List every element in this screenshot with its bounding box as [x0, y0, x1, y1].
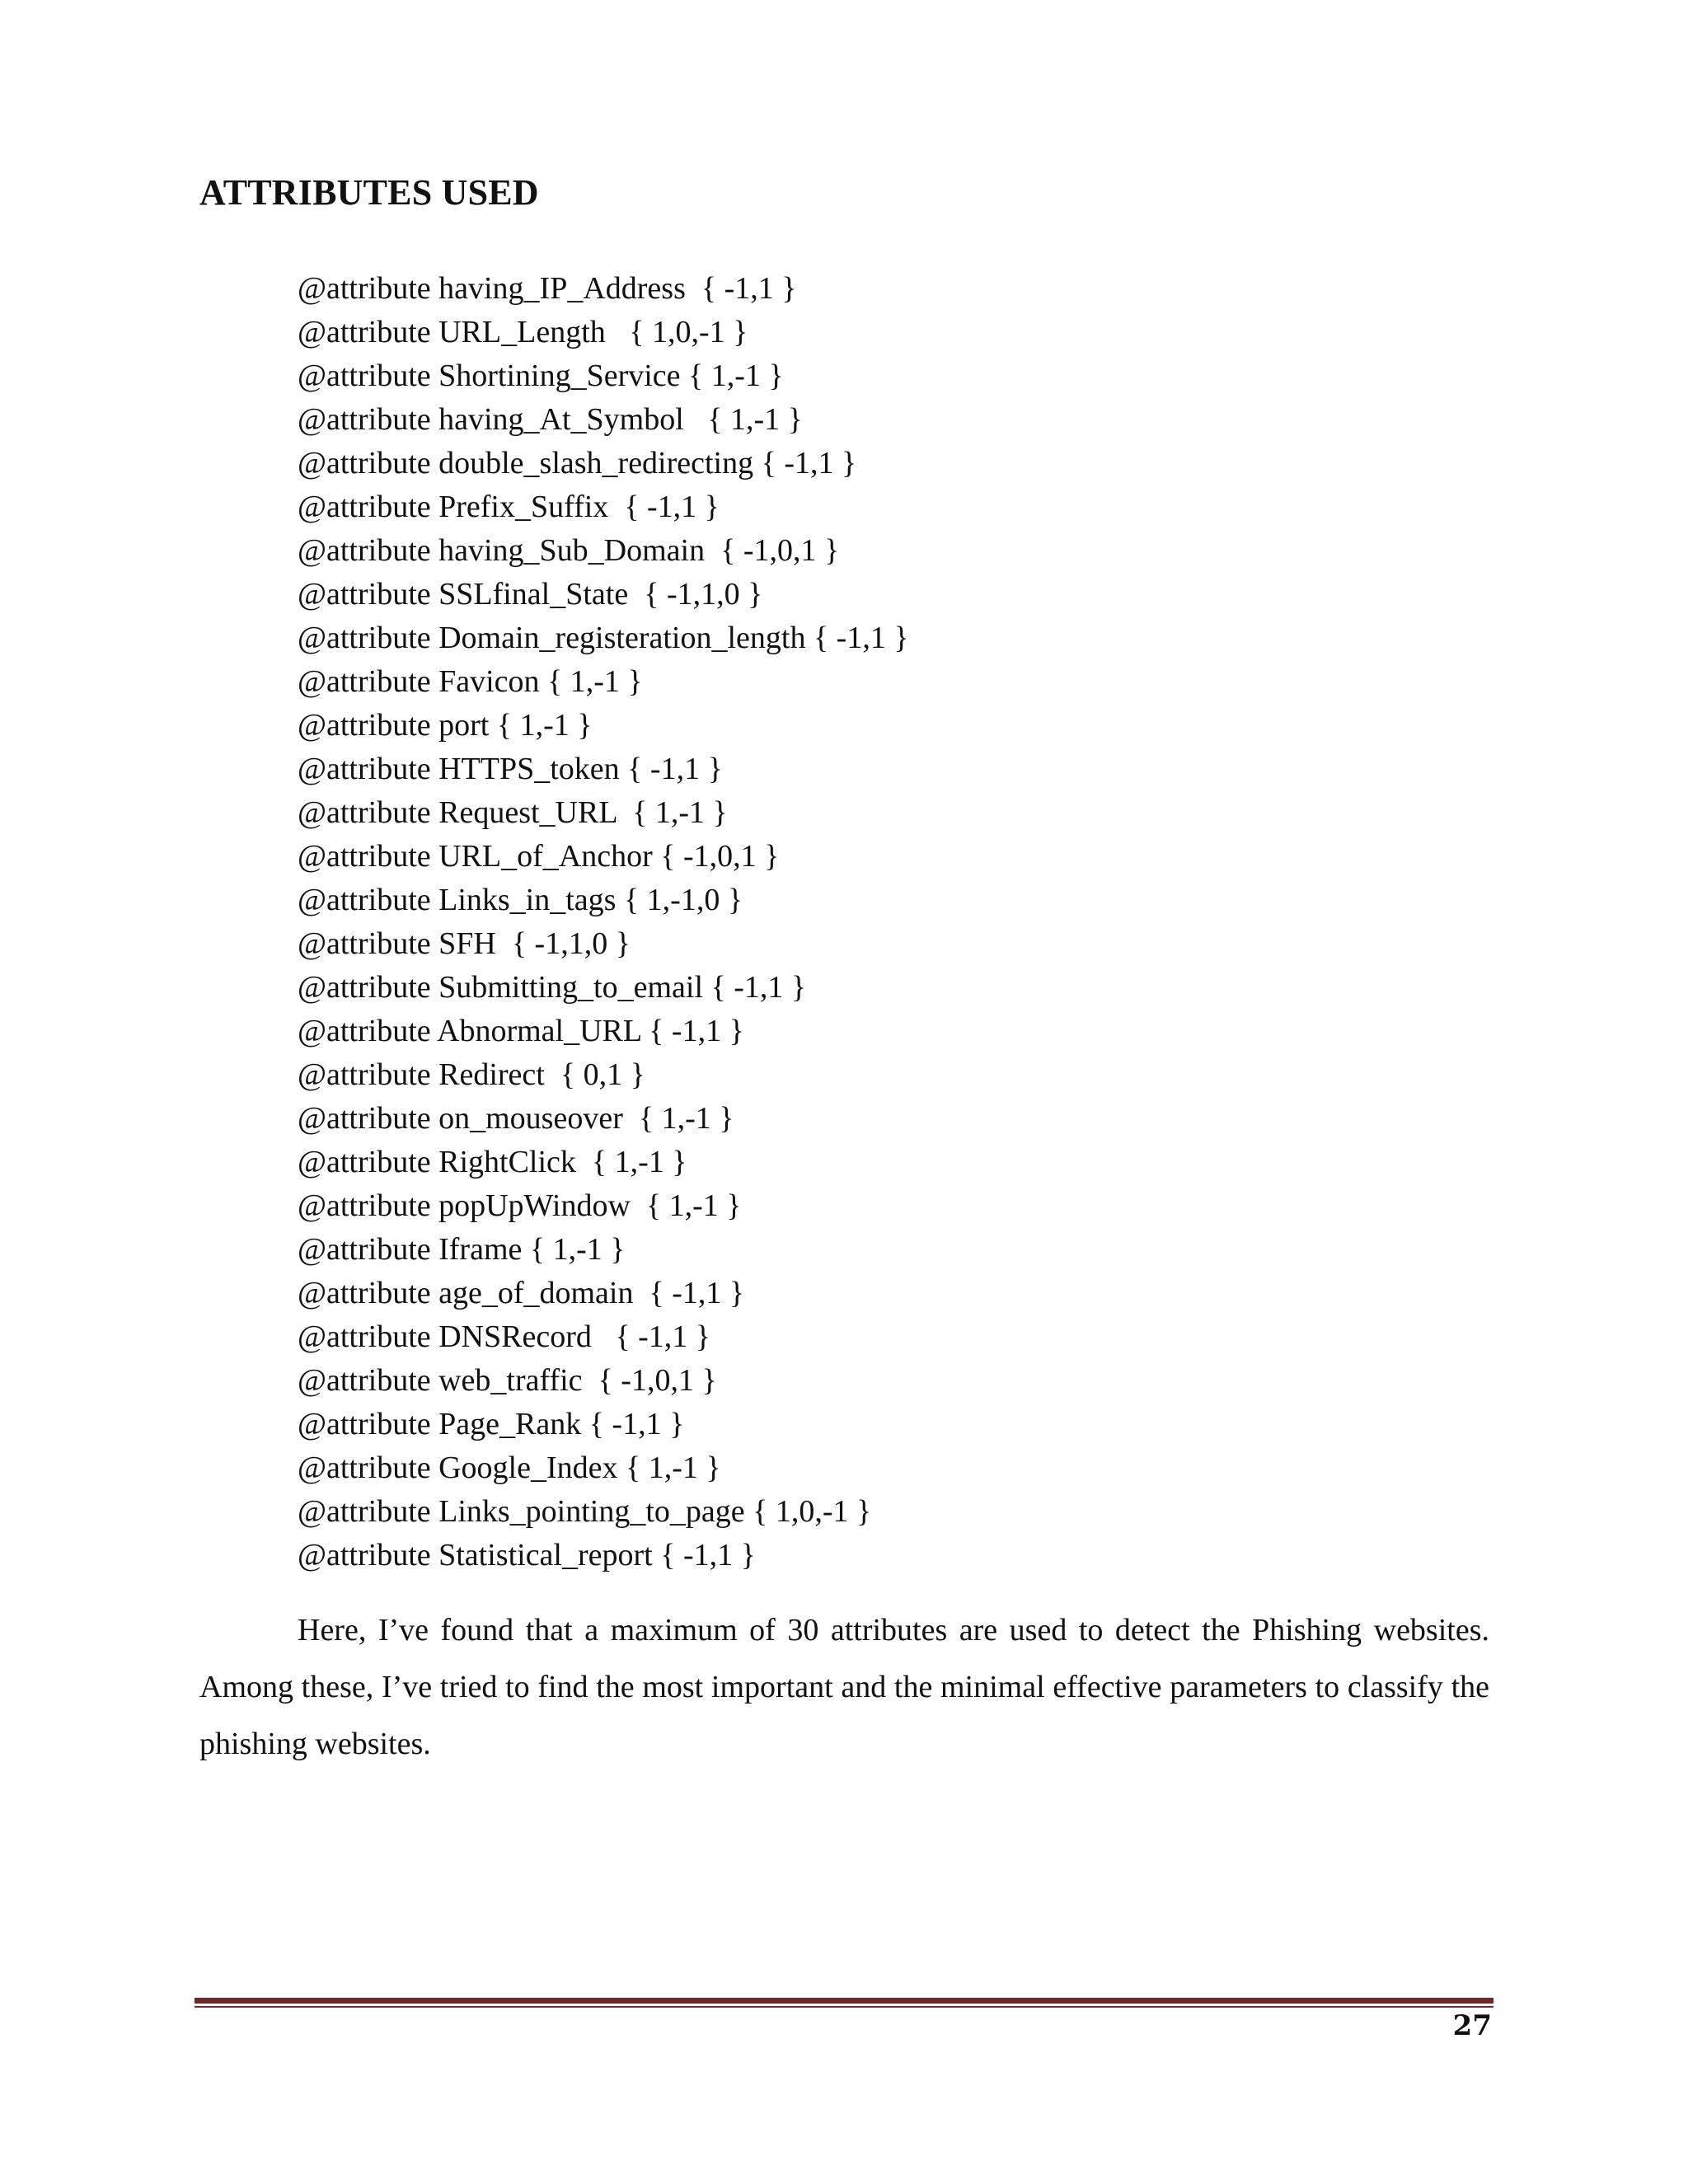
list-item-text: @attribute Redirect { 0,1 }	[298, 1057, 645, 1092]
list-item-text: @attribute double_slash_redirecting { -1,1 }	[298, 446, 857, 480]
list-item-text: @attribute Domain_registeration_length { -1,1 }	[298, 621, 909, 655]
list-item-text: @attribute having_IP_Address { -1,1 }	[298, 271, 797, 306]
list-item-text: @attribute DNSRecord { -1,1 }	[298, 1319, 710, 1354]
list-item-text: @attribute SSLfinal_State { -1,1,0 }	[298, 577, 763, 612]
list-item-text: @attribute port { 1,-1 }	[298, 708, 593, 743]
list-item-text: @attribute Links_in_tags { 1,-1,0 }	[298, 883, 743, 917]
list-item-text: @attribute SFH { -1,1,0 }	[298, 926, 631, 961]
list-item-text: @attribute Statistical_report { -1,1 }	[298, 1538, 756, 1572]
footer-divider	[195, 1998, 1493, 2008]
list-item-text: @attribute Iframe { 1,-1 }	[298, 1232, 626, 1267]
footer-divider-thick	[195, 1998, 1493, 2004]
list-item-text: @attribute on_mouseover { 1,-1 }	[298, 1101, 734, 1136]
footer-divider-thin	[195, 2006, 1493, 2008]
list-item-text: @attribute URL_Length { 1,0,-1 }	[298, 315, 748, 349]
list-item-text: @attribute URL_of_Anchor { -1,0,1 }	[298, 839, 780, 874]
list-item-text: @attribute Links_pointing_to_page { 1,0,-1 }	[298, 1494, 872, 1529]
list-item-text: @attribute Prefix_Suffix { -1,1 }	[298, 490, 720, 524]
list-item-text: @attribute RightClick { 1,-1 }	[298, 1145, 687, 1179]
list-item-text: @attribute Abnormal_URL { -1,1 }	[298, 1014, 744, 1048]
list-item-text: @attribute Favicon { 1,-1 }	[298, 664, 643, 699]
list-item-text: @attribute having_At_Symbol { 1,-1 }	[298, 402, 803, 437]
list-item-text: @attribute having_Sub_Domain { -1,0,1 }	[298, 533, 840, 568]
list-item-text: @attribute Google_Index { 1,-1 }	[298, 1451, 721, 1485]
section-heading: ATTRIBUTES USED	[199, 172, 539, 213]
list-item-text: @attribute Submitting_to_email { -1,1 }	[298, 970, 807, 1005]
list-item-text: @attribute Page_Rank { -1,1 }	[298, 1407, 685, 1441]
list-item-text: @attribute web_traffic { -1,0,1 }	[298, 1363, 717, 1398]
list-item-text: @attribute Request_URL { 1,-1 }	[298, 795, 728, 830]
list-item-text: @attribute age_of_domain { -1,1 }	[298, 1276, 745, 1310]
page-number: 27	[1452, 2009, 1492, 2042]
list-item-text: @attribute Shortining_Service { 1,-1 }	[298, 359, 784, 393]
list-item-text: @attribute popUpWindow { 1,-1 }	[298, 1188, 742, 1223]
body-paragraph: Here, I’ve found that a maximum of 30 attributes are used to detect the Phishing websites. Among these, I’ve tried to find the most important and the minimal effective parameters to classify the phishing websites.	[199, 1613, 1489, 1761]
list-item-text: @attribute HTTPS_token { -1,1 }	[298, 752, 723, 786]
